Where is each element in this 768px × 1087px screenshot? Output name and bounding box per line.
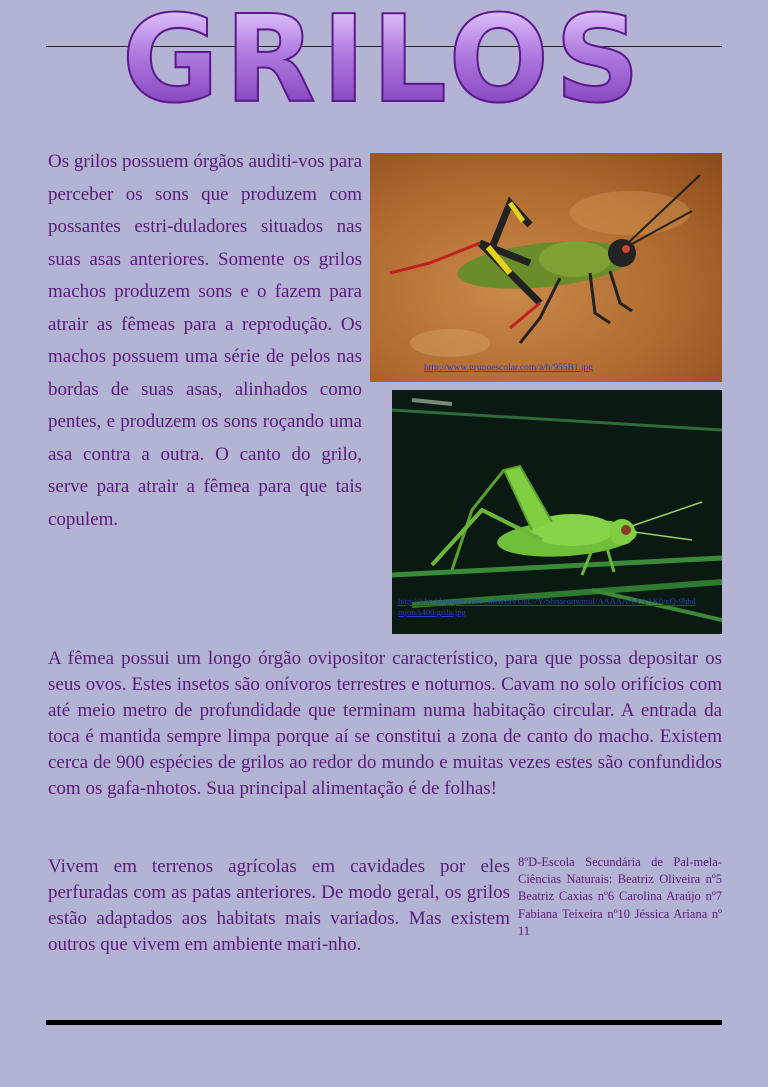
grasshopper-illustration-1 bbox=[370, 153, 722, 382]
authors-credits: 8ºD-Escola Secundária de Pal-mela-Ciências Naturais: Beatriz Oliveira nº5 Beatriz Caxias nº6 Carolina Araújo nº7 Fabiana Teixeira nº10 Jéssica Ariana nº 11 bbox=[518, 855, 722, 938]
paragraph-1: Os grilos possuem órgãos auditi-vos para perceber os sons que produzem com possantes estri-duladores situados nas suas asas anteriores. Somente os grilos machos produzem sons e o fazem para atrair as fêmeas para a reprodução. Os machos possuem uma série de pelos nas bordas de suas asas, alinhados como pentes, e produzem os sons roçando uma asa contra a outra. O canto do grilo, serve para atrair a fêmea para que tais copulem. bbox=[48, 151, 362, 530]
photo-grasshopper-orange bbox=[370, 153, 722, 382]
paragraph-2: A fêmea possui um longo órgão ovipositor característico, para que possa depositar os seus ovos. Estes insetos são onívoros terrestres e noturnos. Cavam no solo orifícios com até meio metro de profundidade que terminam numa habitação circular. A entrada da toca é mantida sempre limpa porque aí se constitui a zona de canto do macho. Existem cerca de 900 espécies de grilos ao redor do mundo e muitas vezes estes são confundidos com os gafa-nhotos. Sua principal alimentação é de folhas! bbox=[48, 648, 722, 799]
photo-grasshopper-green bbox=[392, 390, 722, 634]
photo1-caption-link[interactable]: http://www.grupoescolar.com/a/b/955B1.jpg bbox=[424, 363, 594, 373]
bottom-rule bbox=[46, 1020, 722, 1025]
paragraph-3: Vivem em terrenos agrícolas em cavidades por eles perfuradas com as patas anteriores. De modo geral, os grilos estão adaptados aos habitats mais variados. Mas existem outros que vivem em ambiente mari-nho. bbox=[48, 856, 510, 955]
photo2-caption-link[interactable]: http://3.bp.blogspot.com/_mHzfaVUaU7Y/SbnaeqnwmuI/AAAAAAAAAK0/nQ-9hbdmjtm/s400/grilo.jpg bbox=[398, 596, 696, 617]
page-title: GRILOS bbox=[0, 3, 768, 115]
